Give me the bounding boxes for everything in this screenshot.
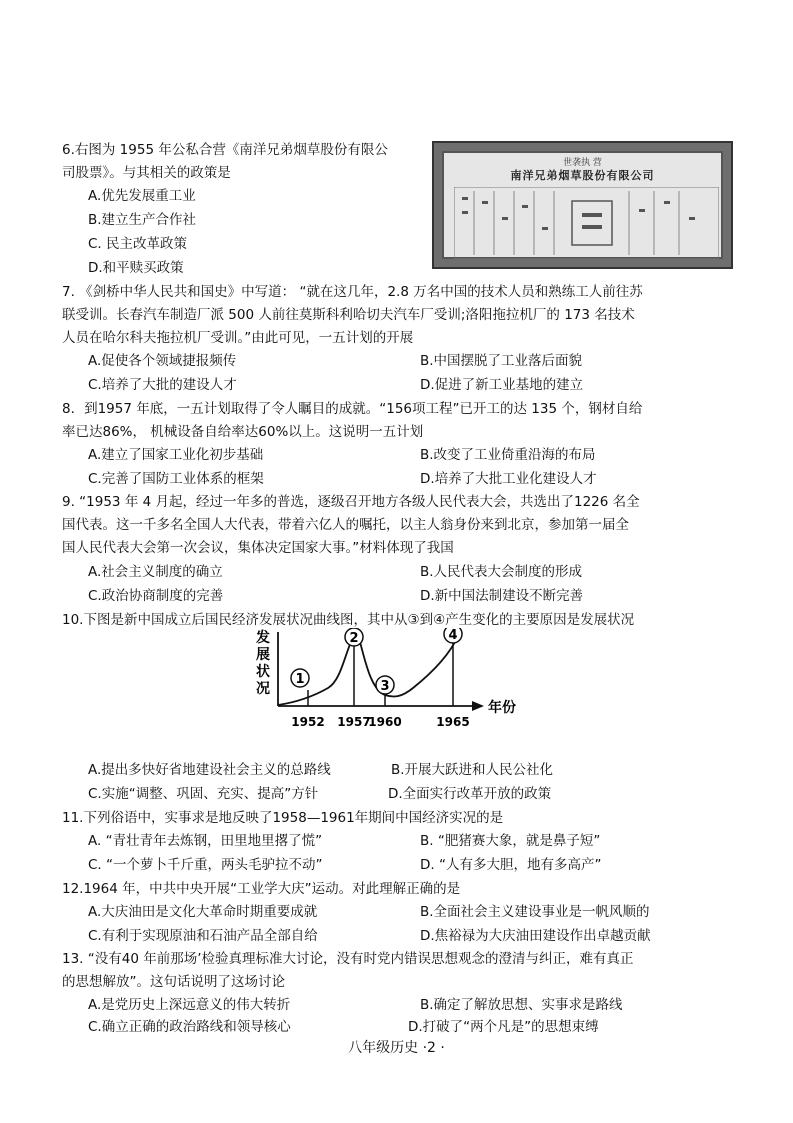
q11-option-c: C. “一个萝卜千斤重，两头毛驴拉不动” xyxy=(88,857,323,873)
x-axis-arrow xyxy=(472,701,484,711)
y-axis-label xyxy=(255,629,270,697)
q9-option-a: A.社会主义制度的确立 xyxy=(88,564,223,580)
y-axis-label-char: 状 xyxy=(256,664,270,680)
page-footer: 八年级历史 ·2 · xyxy=(348,1040,445,1056)
q7-option-b: B.中国摆脱了工业落后面貌 xyxy=(420,353,583,369)
q11-option-a: A. “青壮青年去炼钢，田里地里撂了慌” xyxy=(88,833,323,849)
q8-stem-line1: 8．到1957 年底，一五计划取得了令人瞩目的成就。“156项工程”已开工的达 135 个，钢材自给 xyxy=(62,401,643,417)
q11-option-b: B. “肥猪赛大象，就是鼻子短” xyxy=(420,833,601,849)
q7-option-d: D.促进了新工业基地的建立 xyxy=(420,377,584,393)
q12-stem-line1: 12.1964 年，中共中央开展“工业学大庆”运动。对此理解正确的是 xyxy=(62,881,461,897)
point-marker-label: 3 xyxy=(380,679,390,694)
x-tick-label: 1952 xyxy=(291,715,325,729)
q7-option-c: C.培养了大批的建设人才 xyxy=(88,377,237,393)
y-axis-label-char: 发 xyxy=(256,630,270,646)
q13-option-c: C.确立正确的政治路线和领导核心 xyxy=(88,1019,291,1035)
certificate-title: 南洋兄弟烟草股份有限公司 xyxy=(510,169,655,182)
q9-stem-line1: 9. “1953 年 4 月起，经过一年多的普选，逐级召开地方各级人民代表大会，共选出了1226 名全 xyxy=(62,494,640,510)
q10-stem-line1: 10.下图是新中国成立后国民经济发展状况曲线图，其中从③到④产生变化的主要原因是发展状况 xyxy=(62,612,635,628)
q8-option-b: B.改变了工业倚重沿海的布局 xyxy=(420,447,596,463)
point-marker-label: 2 xyxy=(349,631,359,646)
q8-option-d: D.培养了大批工业化建设人才 xyxy=(420,471,597,487)
q9-stem-line3: 国人民代表大会第一次会议，集体决定国家大事。”材料体现了我国 xyxy=(62,540,454,556)
point-marker-label: 1 xyxy=(295,672,305,687)
q9-option-b: B.人民代表大会制度的形成 xyxy=(420,564,583,580)
q7-stem-line3: 人员在哈尔科夫拖拉机厂受训。”由此可见，一五计划的开展 xyxy=(62,330,414,346)
q10-option-d: D.全面实行改革开放的政策 xyxy=(388,786,552,802)
q6-option-b: B.建立生产合作社 xyxy=(88,212,197,228)
q6-option-c: C. 民主改革政策 xyxy=(88,236,188,252)
q13-option-d: D.打破了“两个凡是”的思想束缚 xyxy=(408,1019,599,1035)
x-tick-label: 1960 xyxy=(368,715,402,729)
q13-option-a: A.是党历史上深远意义的伟大转折 xyxy=(88,997,291,1013)
q13-option-b: B.确定了解放思想、实事求是路线 xyxy=(420,997,623,1013)
q6-option-a: A.优先发展重工业 xyxy=(88,188,196,204)
q13-stem-line1: 13. “没有40 年前那场’检验真理标准大讨论，没有时党内错误思想观念的澄清与纠正，难有真正 xyxy=(62,951,634,967)
q8-option-c: C.完善了国防工业体系的框架 xyxy=(88,471,264,487)
certificate-body-lines xyxy=(454,187,719,259)
y-axis-label-char: 展 xyxy=(256,647,270,663)
q11-stem-line1: 11.下列俗语中，实事求是地反映了1958—1961年期间中国经济实况的是 xyxy=(62,810,504,826)
q11-option-d: D. “人有多大胆，地有多高产” xyxy=(420,857,602,873)
q8-option-a: A.建立了国家工业化初步基础 xyxy=(88,447,264,463)
q6-option-d: D.和平赎买政策 xyxy=(88,260,184,276)
q12-option-c: C.有利于实现原油和石油产品全部自给 xyxy=(88,928,318,944)
x-tick-label: 1965 xyxy=(436,715,470,729)
q10-option-a: A.提出多快好省地建设社会主义的总路线 xyxy=(88,762,331,778)
q13-stem-line2: 的思想解放”。这句话说明了这场讨论 xyxy=(62,974,285,990)
q7-stem-line2: 联受训。长春汽车制造厂派 500 人前往莫斯科利哈切夫汽车厂受训;洛阳拖拉机厂的 173 名技术 xyxy=(62,307,635,323)
q12-option-d: D.焦裕禄为大庆油田建设作出卓越贡献 xyxy=(420,928,651,944)
q9-stem-line2: 国代表。这一千多名全国人大代表，带着六亿人的嘱托，以主人翁身份来到北京，参加第一届全 xyxy=(62,517,629,533)
point-marker-label: 4 xyxy=(448,628,458,643)
q9-option-d: D.新中国法制建设不断完善 xyxy=(420,588,584,604)
q7-stem-line1: 7. 《剑桥中华人民共和国史》中写道： “就在这几年，2.8 万名中国的技术人员和熟练工人前往苏 xyxy=(62,284,643,300)
q8-stem-line2: 率已达86%， 机械设备自给率达60%以上。这说明一五计划 xyxy=(62,424,424,440)
q9-option-c: C.政治协商制度的完善 xyxy=(88,588,224,604)
q12-option-a: A.大庆油田是文化大革命时期重要成就 xyxy=(88,904,318,920)
certificate-top-text: 世袭执 营 xyxy=(563,158,602,168)
q6-stem-line2: 司股票》。与其相关的政策是 xyxy=(62,165,231,181)
x-tick-label: 1957 xyxy=(337,715,371,729)
q10-option-c: C.实施“调整、巩固、充实、提高”方针 xyxy=(88,786,319,802)
stock-certificate-image xyxy=(432,141,733,269)
x-axis-label: 年份 xyxy=(488,700,516,716)
economy-development-chart xyxy=(248,628,538,730)
q12-option-b: B.全面社会主义建设事业是一帆风顺的 xyxy=(420,904,650,920)
q7-option-a: A.促使各个领域捷报频传 xyxy=(88,353,237,369)
q10-option-b: B.开展大跃进和人民公社化 xyxy=(391,762,554,778)
y-axis-label-char: 况 xyxy=(256,681,270,697)
q6-stem-line1: 6.右图为 1955 年公私合营《南洋兄弟烟草股份有限公 xyxy=(62,142,388,158)
